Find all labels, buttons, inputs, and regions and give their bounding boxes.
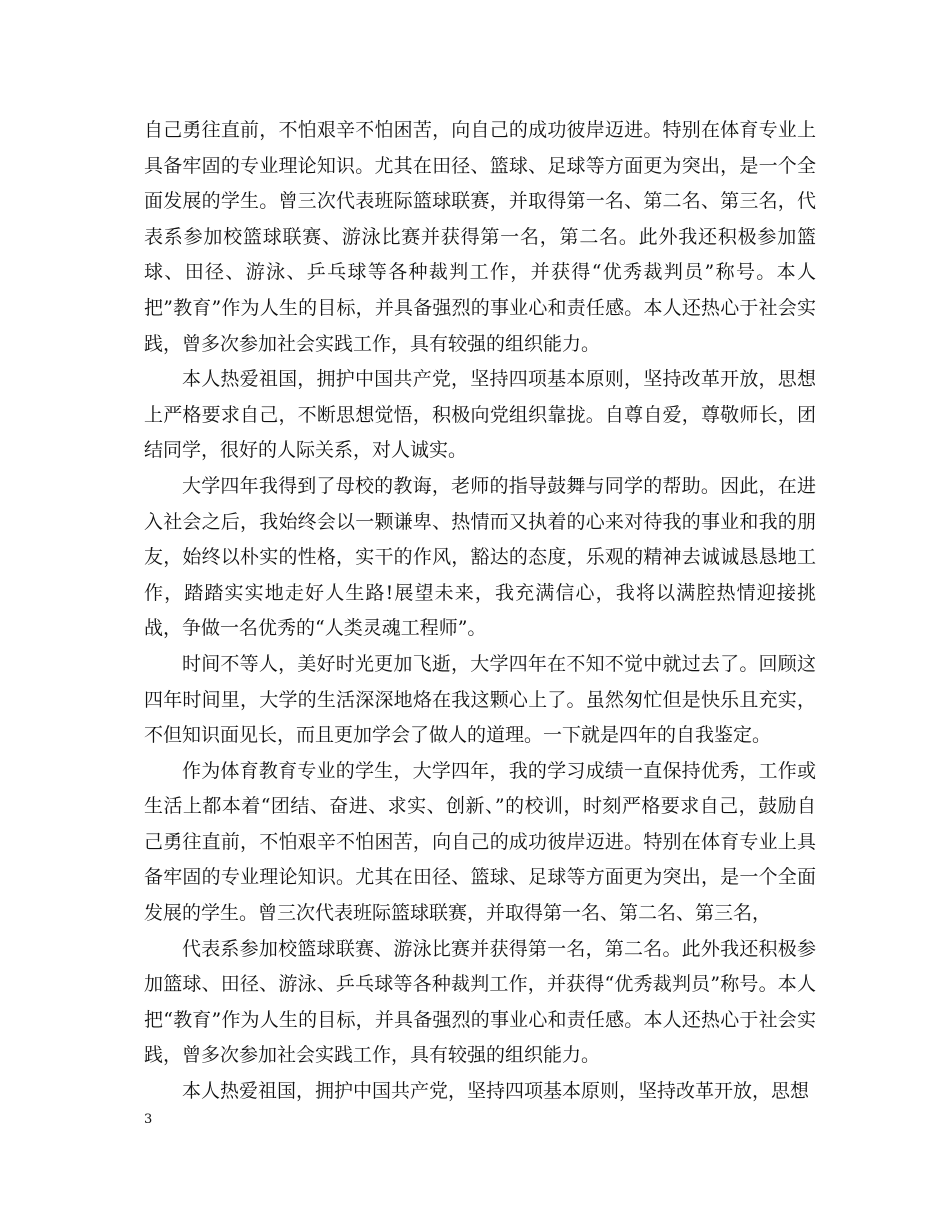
paragraph-6: 代表系参加校篮球联赛、游泳比赛并获得第一名，第二名。此外我还积极参加篮球、田径、游泳、乒乓球等各种裁判工作，并获得“优秀裁判员”称号。本人把“教育”作为人生的目标，并具备强烈的事业心和责任感。本人还热心于社会实践，曾多次参加社会实践工作，具有较强的组织能力。 bbox=[144, 937, 816, 1067]
document-body bbox=[144, 113, 816, 1110]
paragraph-3: 大学四年我得到了母校的教诲，老师的指导鼓舞与同学的帮助。因此，在进入社会之后，我始终会以一颗谦卑、热情而又执着的心来对待我的事业和我的朋友，始终以朴实的性格，实干的作风，豁达的态度，乐观的精神去诚诚恳恳地工作，踏踏实实地走好人生路!展望未来，我充满信心，我将以满腔热情迎接挑战，争做一名优秀的“人类灵魂工程师”。 bbox=[144, 474, 816, 640]
paragraph-1: 自己勇往直前，不怕艰辛不怕困苦，向自己的成功彼岸迈进。特别在体育专业上具备牢固的专业理论知识。尤其在田径、篮球、足球等方面更为突出，是一个全面发展的学生。曾三次代表班际篮球联赛，并取得第一名、第二名、第三名，代表系参加校篮球联赛、游泳比赛并获得第一名，第二名。此外我还积极参加篮球、田径、游泳、乒乓球等各种裁判工作，并获得“优秀裁判员”称号。本人把”教育”作为人生的目标，并具备强烈的事业心和责任感。本人还热心于社会实践，曾多次参加社会实践工作，具有较强的组织能力。 bbox=[144, 119, 816, 355]
paragraph-5: 作为体育教育专业的学生，大学四年，我的学习成绩一直保持优秀，工作或生活上都本着“团结、奋进、求实、创新、”的校训，时刻严格要求自己，鼓励自己勇往直前，不怕艰辛不怕困苦，向自己的成功彼岸迈进。特别在体育专业上具备牢固的专业理论知识。尤其在田径、篮球、足球等方面更为突出，是一个全面发展的学生。曾三次代表班际篮球联赛，并取得第一名、第二名、第三名， bbox=[144, 759, 816, 925]
paragraph-4: 时间不等人，美好时光更加飞逝，大学四年在不知不觉中就过去了。回顾这四年时间里，大学的生活深深地烙在我这颗心上了。虽然匆忙但是快乐且充实，不但知识面见长，而且更加学会了做人的道理。一下就是四年的自我鉴定。 bbox=[144, 652, 816, 747]
paragraph-7: 本人热爱祖国，拥护中国共产党，坚持四项基本原则，坚持改革开放，思想 bbox=[182, 1080, 810, 1103]
page-number: 3 bbox=[144, 1112, 153, 1127]
paragraph-2: 本人热爱祖国，拥护中国共产党，坚持四项基本原则，坚持改革开放，思想上严格要求自己，不断思想觉悟，积极向党组织靠拢。自尊自爱，尊敬师长，团结同学，很好的人际关系，对人诚实。 bbox=[144, 368, 816, 462]
